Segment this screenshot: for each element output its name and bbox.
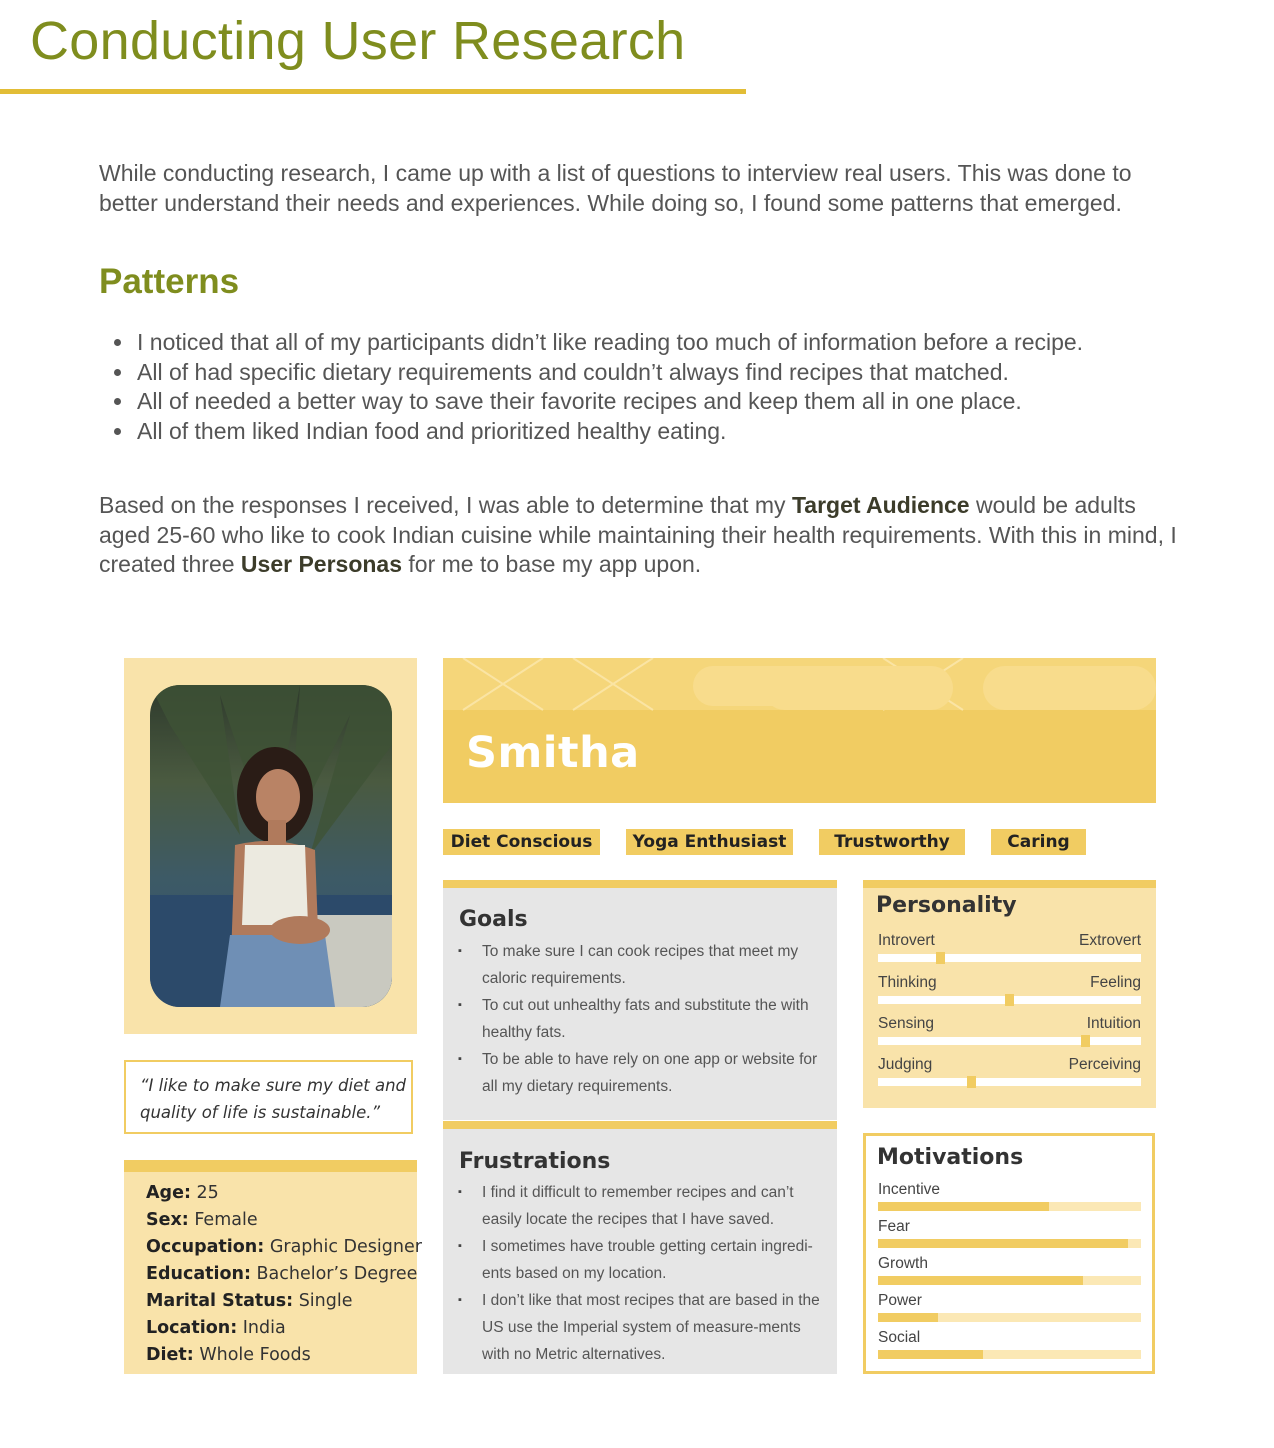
list-item: • All of had specific dietary requirements and couldn’t always find recipes that matched.: [135, 358, 1235, 388]
tag-yoga-enthusiast: Yoga Enthusiast: [626, 829, 793, 855]
trait-thinking-feeling: [878, 974, 1141, 1008]
trait-marker: [936, 952, 945, 964]
list-item: ▪ I don’t like that most recipes that are based in the US use the Imperial system of measure-ments with no Metric alternatives.: [458, 1287, 826, 1368]
motivation-power: [878, 1292, 1141, 1324]
personality-heading: Personality: [876, 893, 1017, 918]
list-item: ▪ I find it difficult to remember recipes and can’t easily locate the recipes that I have saved.: [458, 1179, 826, 1233]
frustrations-heading: Frustrations: [459, 1149, 611, 1174]
details-accent-bar: [124, 1160, 417, 1172]
frustrations-list: [458, 1179, 826, 1368]
conclusion-text: would be adults aged 25-60 who like to cook Indian cuisine while maintaining their health requirements. With this in mind, I created three: [99, 492, 1177, 577]
motivation-fill: [878, 1313, 938, 1322]
list-item: ▪ To be able to have rely on one app or website for all my dietary requirements.: [458, 1046, 826, 1100]
motivation-label: Fear: [878, 1218, 910, 1235]
motivation-fill: [878, 1239, 1128, 1248]
motivation-fill: [878, 1202, 1049, 1211]
list-item: ▪ To cut out unhealthy fats and substitute the with healthy fats.: [458, 992, 826, 1046]
motivation-social: [878, 1329, 1141, 1361]
motivation-growth: [878, 1255, 1141, 1287]
trait-introvert-extrovert: [878, 932, 1141, 966]
conclusion-text: for me to base my app upon.: [402, 551, 702, 577]
trait-track: [878, 1037, 1141, 1045]
trait-left-label: Sensing: [878, 1015, 935, 1032]
frustrations-accent-bar: [443, 1121, 837, 1129]
list-item: ▪ To make sure I can cook recipes that meet my caloric requirements.: [458, 938, 826, 992]
detail-sex: Sex: Female: [146, 1210, 258, 1230]
trait-judging-perceiving: [878, 1056, 1141, 1090]
trait-marker: [1081, 1035, 1090, 1047]
list-item: • I noticed that all of my participants didn’t like reading too much of information before a recipe.: [135, 328, 1235, 358]
trait-right-label: Intuition: [1086, 1015, 1141, 1032]
motivation-label: Power: [878, 1292, 922, 1309]
conclusion-text: Based on the responses I received, I was able to determine that my: [99, 492, 792, 518]
goals-list: [458, 938, 826, 1100]
persona-portrait-image: [150, 685, 392, 1007]
goals-heading: Goals: [459, 907, 528, 932]
patterns-list: [99, 328, 1235, 446]
trait-left-label: Judging: [878, 1056, 933, 1073]
motivation-incentive: [878, 1181, 1141, 1213]
motivation-fill: [878, 1350, 983, 1359]
tag-diet-conscious: Diet Conscious: [443, 829, 600, 855]
title-underline: [0, 89, 746, 94]
page-title: Conducting User Research: [30, 11, 686, 71]
detail-education: Education: Bachelor’s Degree: [146, 1264, 418, 1284]
motivation-fear: [878, 1218, 1141, 1250]
user-personas-term: User Personas: [240, 551, 403, 577]
persona-photo: [150, 685, 392, 1007]
detail-occupation: Occupation: Graphic Designer: [146, 1237, 422, 1257]
details-list: [146, 1180, 422, 1369]
trait-track: [878, 954, 1141, 962]
banner-pattern: [443, 658, 1156, 718]
tag-caring: Caring: [991, 829, 1086, 855]
patterns-heading: Patterns: [99, 262, 240, 301]
trait-sensing-intuition: [878, 1015, 1141, 1049]
trait-marker: [967, 1076, 976, 1088]
detail-diet: Diet: Whole Foods: [146, 1345, 311, 1365]
motivation-label: Growth: [878, 1255, 928, 1272]
detail-location: Location: India: [146, 1318, 286, 1338]
trait-right-label: Feeling: [1090, 974, 1141, 991]
persona-name: Smitha: [466, 728, 640, 778]
motivation-label: Incentive: [878, 1181, 941, 1198]
detail-marital-status: Marital Status: Single: [146, 1291, 353, 1311]
personality-accent-bar: [863, 880, 1156, 888]
persona-quote: “I like to make sure my diet and quality of life is sustainable.”: [124, 1060, 413, 1134]
list-item: • All of them liked Indian food and prioritized healthy eating.: [135, 417, 1235, 447]
trait-track: [878, 1078, 1141, 1086]
trait-marker: [1005, 994, 1014, 1006]
trait-right-label: Perceiving: [1068, 1056, 1141, 1073]
goals-accent-bar: [443, 880, 837, 888]
intro-paragraph: While conducting research, I came up with a list of questions to interview real users. This was done to better understand their needs and experiences. While doing so, I found some patterns that emerged.: [99, 160, 1132, 216]
trait-left-label: Thinking: [878, 974, 937, 991]
tag-trustworthy: Trustworthy: [819, 829, 965, 855]
trait-left-label: Introvert: [878, 932, 935, 949]
conclusion-paragraph: [99, 491, 1189, 580]
trait-right-label: Extrovert: [1078, 932, 1141, 949]
list-item: • All of needed a better way to save their favorite recipes and keep them all in one place.: [135, 387, 1235, 417]
motivation-label: Social: [878, 1329, 921, 1346]
motivations-heading: Motivations: [877, 1145, 1024, 1170]
detail-age: Age: 25: [146, 1183, 219, 1203]
target-audience-term: Target Audience: [791, 492, 970, 518]
motivation-fill: [878, 1276, 1083, 1285]
list-item: ▪ I sometimes have trouble getting certain ingredi-ents based on my location.: [458, 1233, 826, 1287]
